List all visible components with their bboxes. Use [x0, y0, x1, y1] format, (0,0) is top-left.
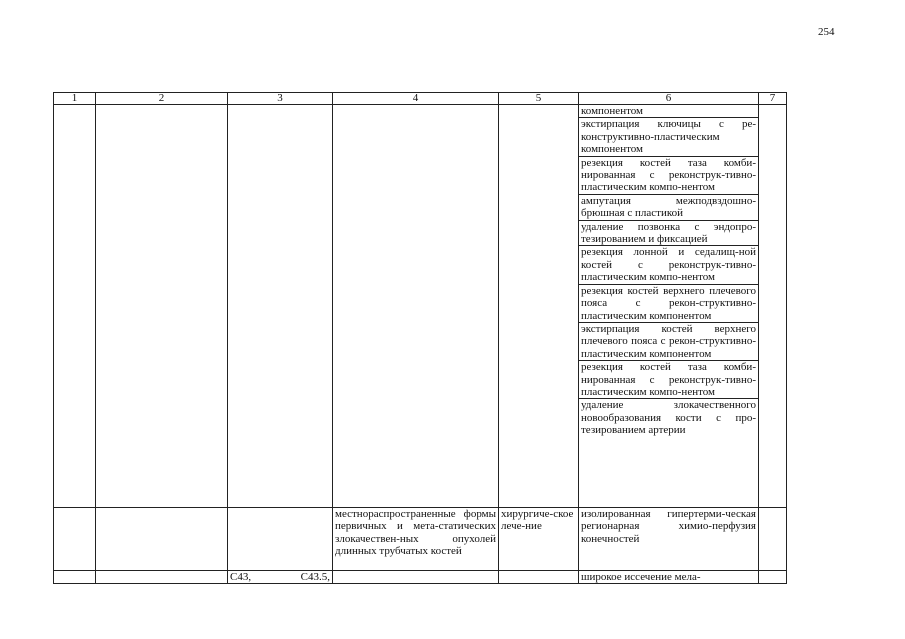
- table-cell: [96, 508, 228, 571]
- header-col-6: 6: [579, 93, 759, 105]
- procedure-item: удаление позвонка с эндопро-тезированием и фиксацией: [581, 220, 756, 246]
- procedure-cell: изолированная гипертерми-ческая регионарная химио-перфузия конечностей: [579, 508, 759, 571]
- header-row: [54, 93, 787, 105]
- table-cell: [333, 571, 499, 584]
- table-row: [54, 105, 787, 508]
- procedure-item: резекция лонной и седалищ-ной костей с реконструк-тивно-пластическим компо-нентом: [581, 246, 756, 284]
- procedure-item: резекция костей таза комби-нированная с реконструк-тивно-пластическим компо-нентом: [581, 156, 756, 194]
- header-col-3: 3: [228, 93, 333, 105]
- table-cell: [759, 105, 787, 508]
- treatment-type-cell: хирургиче-ское лече-ние: [499, 508, 579, 571]
- table-cell: [499, 105, 579, 508]
- page-number: 254: [818, 26, 835, 38]
- table-cell: [96, 105, 228, 508]
- header-col-4: 4: [333, 93, 499, 105]
- table-cell: [759, 571, 787, 584]
- table-cell: [228, 105, 333, 508]
- header-col-7: 7: [759, 93, 787, 105]
- table-row: [54, 508, 787, 571]
- table-cell: [54, 571, 96, 584]
- procedure-item: резекция костей таза комби-нированная с реконструк-тивно-пластическим компо-нентом: [581, 361, 756, 398]
- procedure-item: ампутация межподвздошно-брюшная с пластикой: [581, 194, 756, 220]
- header-col-2: 2: [96, 93, 228, 105]
- medical-procedures-table: [53, 92, 787, 584]
- procedure-item: экстирпация костей верхнего плечевого пояса с рекон-структивно-пластическим компонентом: [581, 322, 756, 360]
- header-col-5: 5: [499, 93, 579, 105]
- procedures-cell: [579, 105, 759, 508]
- table-cell: [499, 571, 579, 584]
- icd-code: C43.5,: [300, 571, 330, 583]
- icd-code-cell: [228, 571, 333, 584]
- table-cell: [54, 508, 96, 571]
- procedure-item: компонентом: [579, 105, 758, 118]
- procedure-item: резекция костей верхнего плечевого пояса с рекон-структивно-пластическим компонентом: [581, 284, 756, 322]
- procedure-cell: широкое иссечение мела-: [579, 571, 759, 584]
- header-col-1: 1: [54, 93, 96, 105]
- procedure-item: удаление злокачественного новообразования кости с про-тезированием артерии: [581, 399, 756, 437]
- table-row: [54, 571, 787, 584]
- table-cell: [54, 105, 96, 508]
- table-cell: [759, 508, 787, 571]
- table-cell: [228, 508, 333, 571]
- table-cell: [96, 571, 228, 584]
- diagnosis-cell: местнораспространенные формы первичных и мета-статических злокачествен-ных опухолей длинных трубчатых костей: [333, 508, 499, 571]
- table-cell: [333, 105, 499, 508]
- procedure-item: экстирпация ключицы с ре-конструктивно-пластическим компонентом: [581, 118, 756, 156]
- icd-code: C43,: [230, 571, 252, 583]
